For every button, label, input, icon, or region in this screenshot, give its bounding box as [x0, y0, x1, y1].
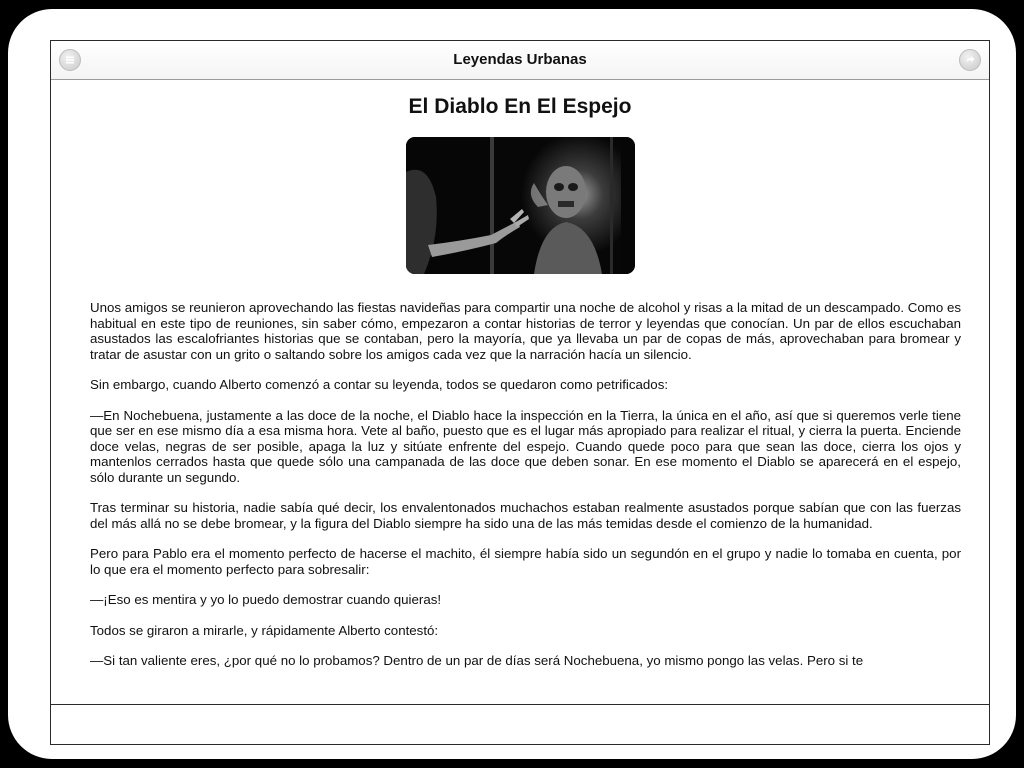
- article-paragraph: Sin embargo, cuando Alberto comenzó a contar su leyenda, todos se quedaron como petrificados:: [90, 377, 669, 392]
- article-body: [90, 300, 961, 684]
- article-title: El Diablo En El Espejo: [408, 95, 632, 118]
- article-paragraph: Unos amigos se reunieron aprovechando las fiestas navideñas para compartir una noche de alcohol y risas a la mitad de un descampado. Como es habitual en este tipo de reuniones, sin saber cómo, empezaron a contar historias de terror y leyendas que conocían. Un par de ellos escuchaban asustados las escalofriantes historias que se contaban, pero la mayoría, que ya llevaba un par de copas de más, aprovechaban para bromear y tratar de asustar con un grito o saltando sobre los amigos cada vez que la narración hacía un silencio.: [90, 300, 961, 362]
- article-paragraph: Pero para Pablo era el momento perfecto de hacerse el machito, él siempre había sido un segundón en el grupo y nadie lo tomaba en cuenta, por lo que era el momento perfecto para sobresalir:: [90, 546, 961, 577]
- device-frame: [8, 9, 1016, 759]
- article-image: [406, 137, 635, 274]
- article-paragraph: —¡Eso es mentira y yo lo puedo demostrar cuando quieras!: [90, 592, 442, 607]
- navigation-bar: [51, 41, 989, 80]
- bottom-toolbar: [51, 704, 989, 744]
- article-content[interactable]: [51, 80, 989, 705]
- app-screen: [50, 40, 990, 745]
- article-paragraph: Tras terminar su historia, nadie sabía qué decir, los envalentonados muchachos estaban realmente asustados porque sabían que con las fuerzas del más allá no se debe bromear, y la figura del Diablo siempre ha sido una de las más temidas desde el comienzo de la humanidad.: [90, 500, 961, 531]
- devil-in-mirror-photo: [406, 137, 635, 274]
- article-paragraph: —Si tan valiente eres, ¿por qué no lo probamos? Dentro de un par de días será Nochebuena, yo mismo pongo las velas. Pero si te: [90, 653, 864, 668]
- forward-icon: [963, 53, 977, 67]
- article-paragraph: —En Nochebuena, justamente a las doce de la noche, el Diablo hace la inspección en la Tierra, la única en el año, así que si queremos verle tiene que ser en ese mismo día a esa misma hora. Vete al baño, puesto que es el lugar más apropiado para realizar el ritual, y cierra la puerta. Enciende doce velas, negras de ser posible, apaga la luz y sitúate enfrente del espejo. Cuando quede poco para que sean las doce, cierra los ojos y mantenlos cerrados hasta que quede sólo una campanada de las doce que deben sonar. En ese momento el Diablo se aparecerá en el espejo, sólo durante un segundo.: [90, 407, 961, 485]
- article-paragraph: Todos se giraron a mirarle, y rápidamente Alberto contestó:: [90, 622, 439, 638]
- forward-button[interactable]: [959, 49, 981, 71]
- page-title: Leyendas Urbanas: [453, 51, 587, 68]
